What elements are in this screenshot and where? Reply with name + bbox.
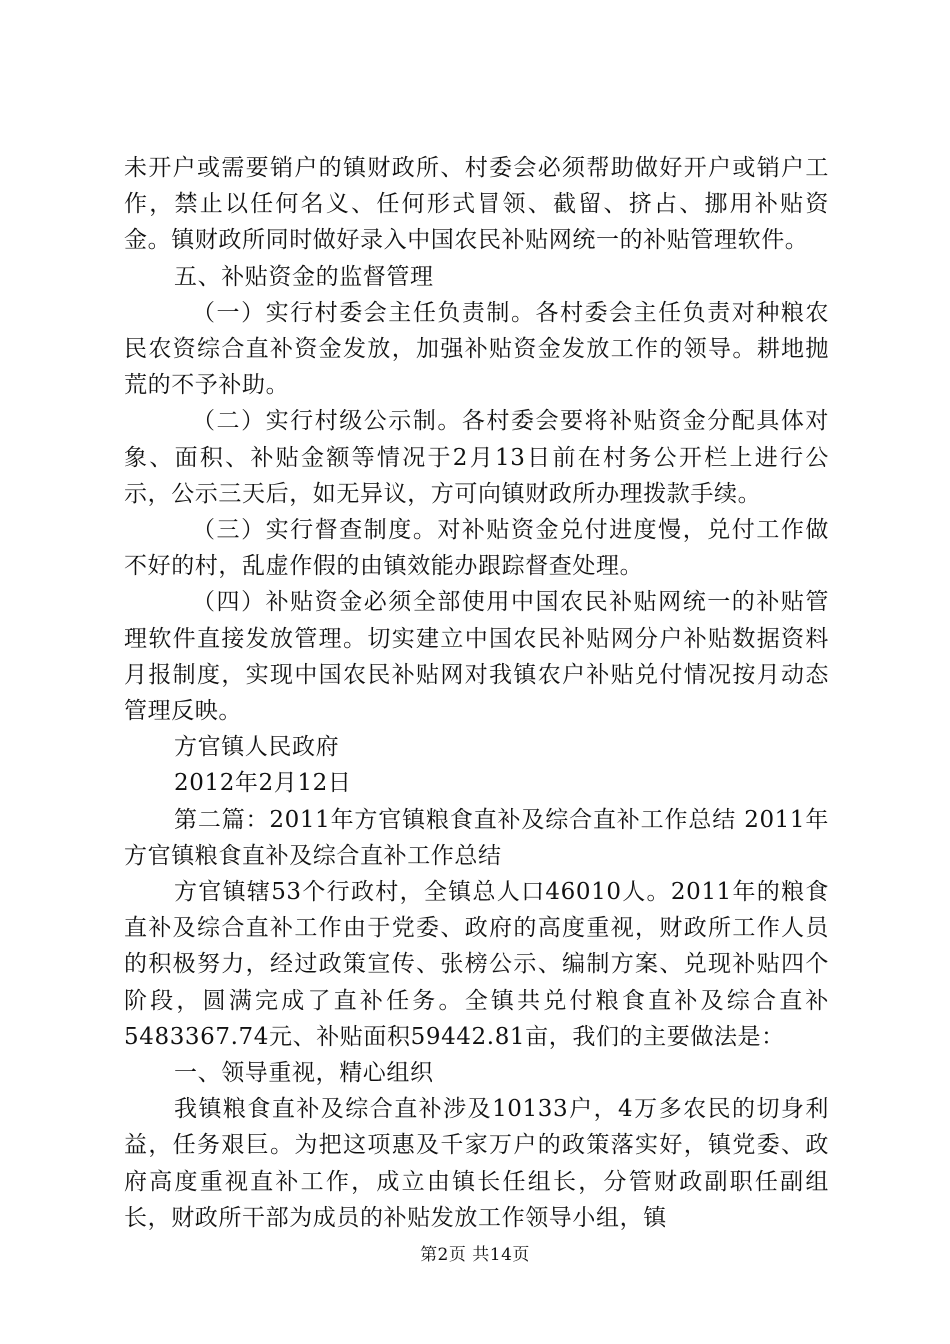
section-heading-leadership: 一、领导重视，精心组织 (174, 1060, 434, 1087)
section-heading-supervision: 五、补贴资金的监督管理 (174, 263, 434, 290)
paragraph-continuation: 未开户或需要销户的镇财政所、村委会必须帮助做好开户或销户工作，禁止以任何名义、任何形式冒领、截留、挤占、挪用补贴资金。镇财政所同时做好录入中国农民补贴网统一的补贴管理软件。 (124, 155, 829, 254)
page-number-footer: 第2页 共14页 (420, 1245, 530, 1265)
paragraph-item-2: （二）实行村级公示制。各村委会要将补贴资金分配具体对象、面积、补贴金额等情况于2月13日前在村务公开栏上进行公示，公示三天后，如无异议，方可向镇财政所办理拨款手续。 (124, 408, 829, 507)
paragraph-leadership: 我镇粮食直补及综合直补涉及10133户，4万多农民的切身利益，任务艰巨。为把这项惠及千家万户的政策落实好，镇党委、政府高度重视直补工作，成立由镇长任组长，分管财政副职任副组长，财政所干部为成员的补贴发放工作领导小组，镇 (124, 1096, 829, 1231)
paragraph-overview: 方官镇辖53个行政村，全镇总人口46010人。2011年的粮食直补及综合直补工作由于党委、政府的高度重视，财政所工作人员的积极努力，经过政策宣传、张榜公示、编制方案、兑现补贴四个阶段，圆满完成了直补任务。全镇共兑付粮食直补及综合直补5483367.74元、补贴面积59442.81亩，我们的主要做法是： (124, 879, 829, 1050)
signature-org: 方官镇人民政府 (174, 734, 340, 761)
second-article-title: 第二篇：2011年方官镇粮食直补及综合直补工作总结 2011年方官镇粮食直补及综合直补工作总结 (124, 806, 829, 869)
paragraph-item-3: （三）实行督查制度。对补贴资金兑付进度慢，兑付工作做不好的村，乱虚作假的由镇效能办跟踪督查处理。 (124, 517, 829, 580)
body-text (124, 150, 829, 1236)
paragraph-item-4: （四）补贴资金必须全部使用中国农民补贴网统一的补贴管理软件直接发放管理。切实建立中国农民补贴网分户补贴数据资料月报制度，实现中国农民补贴网对我镇农户补贴兑付情况按月动态管理反映。 (124, 589, 829, 725)
signature-date: 2012年2月12日 (174, 770, 352, 797)
paragraph-item-1: （一）实行村委会主任负责制。各村委会主任负责对种粮农民农资综合直补资金发放，加强补贴资金发放工作的领导。耕地抛荒的不予补助。 (124, 299, 829, 399)
